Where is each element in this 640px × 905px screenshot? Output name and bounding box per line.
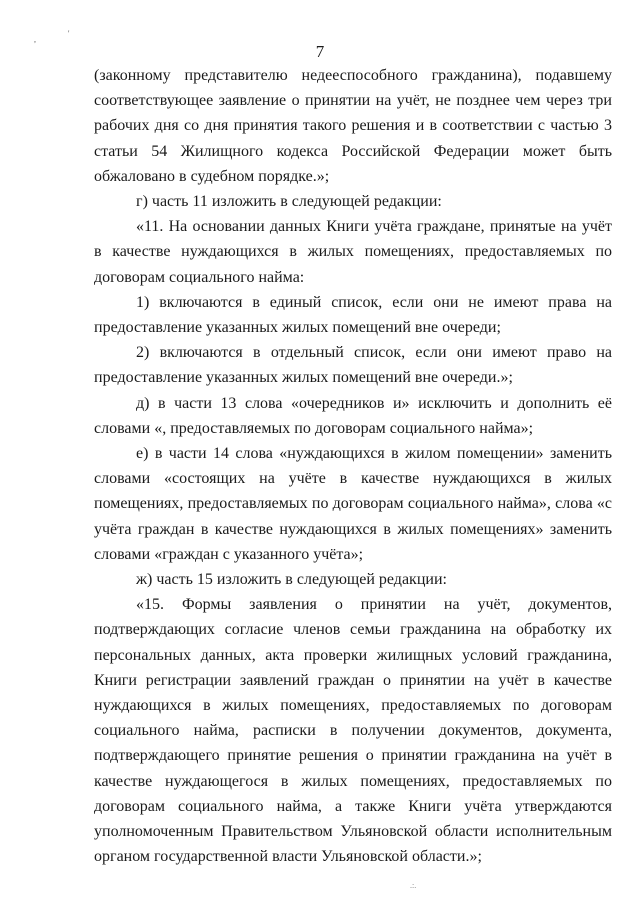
scan-speck: ' (68, 29, 70, 38)
page-number: 7 (315, 42, 325, 61)
paragraph-item-g: г) часть 11 изложить в следующей редакции: (136, 193, 442, 211)
paragraph-part-15: «15. Формы заявления о принятии на учёт, документов, подтверждающих согласие членов семьи гражданина на обработку их персональных данных, акта проверки жилищных условий гражданина, Книги регистрации заявлений граждан о принятии на учёт в качестве нуждающихся в жилых помещениях, предоставляемых по договорам социального найма, расписки в получении документов, документа, подтверждающего принятие решения о принятии гражданина на учёт в качестве нуждающегося в жилых помещениях, предоставляемых по договорам социального найма, а также Книги учёта утверждаются уполномоченным Правительством Ульяновской области исполнительным органом государственной власти Ульяновской области.»; (94, 596, 612, 866)
scan-speck: , (34, 35, 36, 44)
paragraph-item-d: д) в части 13 слова «очередников и» исключить и дополнить её словами «, предоставляемых по договорам социального найма»; (94, 394, 612, 437)
scan-speck: .:. (410, 881, 417, 890)
paragraph-item-zh: ж) часть 15 изложить в следующей редакции: (136, 571, 447, 589)
paragraph-part-11: «11. На основании данных Книги учёта граждане, принятые на учёт в качестве нуждающихся в жилых помещениях, предоставляемых по договорам социального найма: (94, 218, 612, 286)
paragraph-continuation: (законному представителю недееспособного гражданина), подавшему соответствующее заявление о принятии на учёт, не позднее чем через три рабочих дня со дня принятия такого решения и в соответствии с частью 3 статьи 54 Жилищного кодекса Российской Федерации может быть обжаловано в судебном порядке.»; (94, 67, 612, 185)
paragraph-list-item-2: 2) включаются в отдельный список, если они имеют право на предоставление указанных жилых помещений вне очереди.»; (94, 344, 612, 387)
paragraph-item-e: е) в части 14 слова «нуждающихся в жилом помещении» заменить словами «состоящих на учёте в качестве нуждающихся в жилых помещениях, предоставляемых по договорам социального найма», слова «с учёта граждан в качестве нуждающихся в жилых помещениях» заменить словами «граждан с указанного учёта»; (94, 445, 612, 563)
document-body (94, 63, 612, 870)
paragraph-list-item-1: 1) включаются в единый список, если они не имеют права на предоставление указанных жилых помещений вне очереди; (94, 293, 612, 337)
